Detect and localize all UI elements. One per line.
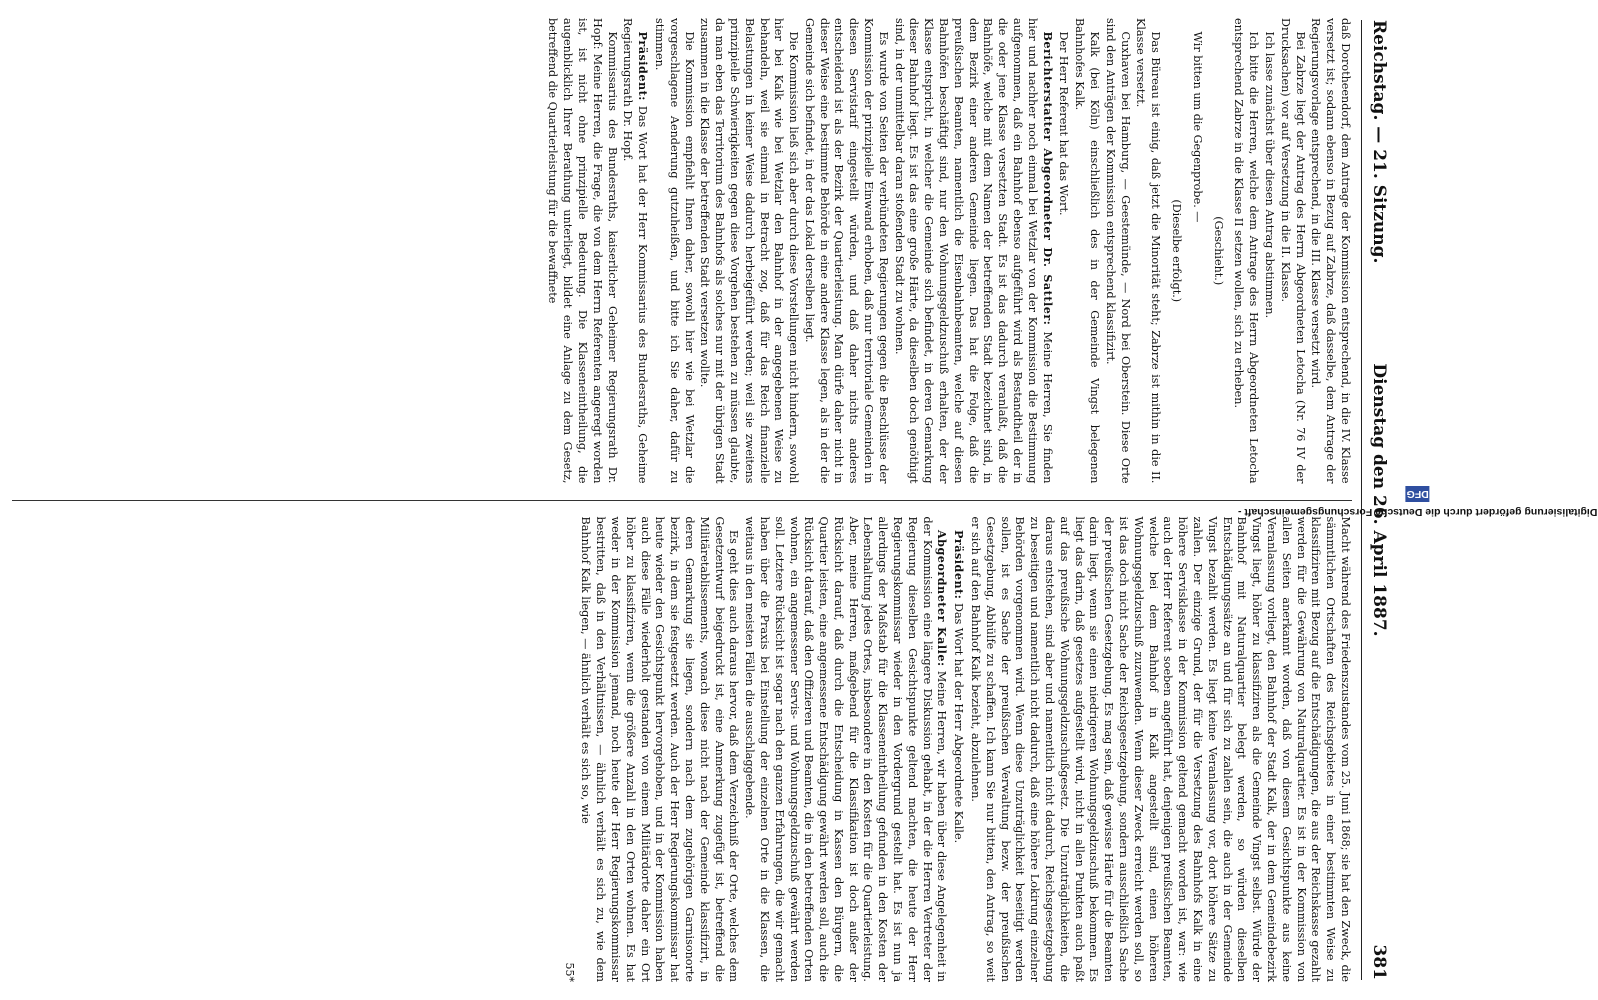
paragraph: Der Herr Referent hat das Wort.: [1057, 31, 1071, 216]
speech-text: Das Wort hat der Herr Abgeordnete Kalle.: [952, 602, 966, 844]
speaker-name: Präsident:: [952, 529, 967, 600]
column-divider: [12, 500, 1352, 501]
stage-direction: (Geschieht.): [1211, 216, 1225, 286]
speech-text: Das Wort hat der Herr Kommissarius des Bundesraths, Geheime Regierungsrath Dr. Hopf.: [621, 18, 650, 484]
speech-text: Meine Herren, wir haben über diese Angelegenheit in der Kommission eine längere Diskussion gehabt, in der die Herren Vertreter der Regierung dieselben Gesichtspunkte geltend machten, die heute der Herr Regierungskommissar wieder in den Vordergrund gestellt hat. Es ist nun ja allerdings der Maßstab für die Klasseneintheilung gefunden in den Kosten der Lebenshaltung jedes Ortes, insbesondere in den Kosten für die Quartierleistung. Aber, meine Herren, maßgebend für die Klassifikation ist doch außer der Rücksicht darauf, daß durch die Entscheidung in Kassen den Bürgern, die Quartier leisten, eine angemessene Entschädigung gewährt werden soll, auch die Rücksicht darauf, daß den Offizieren und Beamten, die in den betreffenden Orten wohnen, ein angemessener Servis- und Wohnungsgeldzuschuß gewährt werden soll. Letztere Rücksicht ist sogar nach den ganzen Erfahrungen, die wir gemacht haben über die Praxis bei Einstellung der einzelnen Orte in die Klassen, die weitaus in den meisten Fällen die ausschlaggebende.: [743, 516, 949, 983]
speaker-name: Berichterstatter Abgeordneter Dr. Sattler:: [1040, 31, 1055, 326]
paragraph: Das Büreau ist einig, daß jetzt die Minorität steht; Zabrze ist mithin in die II. Klasse versetzt.: [1134, 18, 1163, 484]
speech-text: Meine Herren, Sie finden hier und nachher noch einmal bei Wetzlar von der Kommission die Bestimmung aufgenommen, daß ein Bahnhof ebenso aufgeführt wird als Bestandtheil der in die oder jene Klasse versetzten Stadt. Es ist das dadurch veranlaßt, daß die Bahnhöfe, welche mit dem Namen der betreffenden Stadt bezeichnet sind, in dem Bezirk einer anderen Gemeinde liegen. Das hat die Folge, daß die preußischen Beamten, namentlich die Eisenbahnbeamten, welche auf diesen Bahnhöfen beschäftigt sind, nur den Wohnungsgeldzuschuß erhalten, der der Klasse entspricht, in welcher die Gemeinde sich befindet, in deren Gemarkung dieser Bahnhof liegt. Es ist das eine große Härte, da dieselben doch genöthigt sind, in der unmittelbar daran stoßenden Stadt zu wohnen.: [892, 18, 1054, 484]
right-column: [12, 517, 1352, 983]
paragraph: Wir bitten um die Gegenprobe. —: [1190, 31, 1204, 223]
signature-mark: 55*: [562, 962, 576, 982]
paragraph: Cuxhaven bei Hamburg, — Geestemünde, — Nord bei Oberstein. Diese Orte sind den Anträgen der Kommission entsprechend klassifizirt.: [1103, 18, 1132, 484]
header-date: Dienstag den 26. April 1887.: [1369, 363, 1389, 637]
paragraph: Kalk (bei Köln) einschließlich des in der Gemeinde Vingst belegenen Bahnhofes Kalk.: [1073, 18, 1102, 484]
stage-direction: (Dieselbe erfolgt.): [1170, 199, 1184, 303]
paragraph: Macht während des Friedenszustandes vom 25. Juni 1868; sie hat den Zweck, die sämmtlichen Ortschaften des Reichsgebietes in einer bestimmten Weise zu klassifiziren mit Bezug auf die Entschädigungen, die aus der Reichskasse gezahlt werden für die Gewährung von Naturalquartier. Es ist in der Kommission von allen Seiten anerkannt worden, daß von diesem Gesichtspunkte aus keine Veranlassung vorliegt, den Bahnhof der Stadt Kalk, der in dem Gemeindebezirk Vingst liegt, höher zu klassifiziren als die Gemeinde Vingst selbst. Würde der Bahnhof mit Naturalquartier belegt werden, so würden dieselben Entschädigungssätze an und für sich zu zahlen sein, die auch in der Gemeinde Vingst bezahlt werden. Es liegt keine Veranlassung vor, dort höhere Sätze zu zahlen. Der einzige Grund, der für die Versetzung des Bahnhofs Kalk in eine höhere Servisklasse in der Kommission geltend gemacht worden ist, war: wie auch der Herr Referent soeben angeführt hat, denjenigen preußischen Beamten, welche bei dem Bahnhof in Kalk angestellt sind, einen höheren Wohnungsgeldzuschuß zuzuwenden. Wenn dieser Zweck erreicht werden soll, so ist das doch nicht Sache der Reichsgesetzgebung, sondern ausschließlich Sache der preußischen Gesetzgebung. Es mag sein, daß gewisse Härte für die Beamten darin liegt, wenn sie einen niedrigeren Wohnungsgeldzuschuß bekommen. Es liegt das darin, daß gesetzes aufgestellt wird, nicht in allen Punkten auch paßt auf das preußische Wohnungsgeldzuschußgesetz. Die Unzuträglichkeiten, die daraus entstehen, sind aber und namentlich nicht dadurch, Reichsgesetzgebung zu beseitigen und namentlich nicht dadurch, daß eine höhere Lokirung einzelner Behörden vorgenommen wird. Wenn diese Unzuträglichkeit beseitigt werden sollen, ist es Sache der preußischen Verwaltung bezw. der preußischen Gesetzgebung, Abhülfe zu schaffen. Ich kann Sie nur bitten, den Antrag, so weit er sich auf den Bahnhof Kalk bezieht, abzulehnen.: [969, 516, 1352, 982]
paragraph: Kommissarius des Bundesraths, kaiserlicher Geheimer Regierungsrath Dr. Hopf: Meine Herren, die Frage, die von dem Herrn Referenten angeregt worden ist, ist nicht ohne prinzipielle Bedeutung. Die Klasseneintheilung, die augenblicklich Ihrer Berathung unterliegt, bildet eine Anlage zu dem Gesetz, betreffend die Quartierleistung für die bewaffnete: [546, 18, 619, 484]
speaker-name: Präsident:: [636, 31, 651, 101]
paragraph: daß Dorotheendorf, dem Antrage der Kommission entsprechend, in die IV. Klasse versetzt ist; sodann ebenso in Bezug auf Zabrze, daß dasselbe, dem Antrage der Regierungsvorlage entsprechend, in die III. Klasse versetzt wird.: [1309, 18, 1352, 484]
speech-paragraph: [741, 517, 949, 983]
paragraph: Es geht dies auch daraus hervor, daß dem Verzeichniß der Orte, welches dem Gesetzentwurf beigedruckt ist, eine Anmerkung zugefügt ist, betreffend die Militäretablissements, wonach diese nicht nach der Gemeinde klassifizirt, in deren Gemarkung sie liegen, sondern nach dem zugehörigen Garnisonorte bezirk, in dem sie festgesetzt werden. Auch der Herr Regierungskommissar hat heute wieder den Gesichtspunkt hervorgehoben, und in der Kommission haben auch diese Fälle wiederholt gestanden von einem Militärdorte daher ein Ort höher zu klassifiziren, wenn die größere Anzahl in den Orten wohnen. Es hat weder in der Kommission jemand, noch heute der Herr Regierungskommissar bestritten, daß in den Verhältnissen, — ähnlich verhält es sich zu, wie dem Bahnhof Kalk liegen, — ähnlich verhält es sich so, wie: [579, 516, 741, 982]
paragraph: Ich lasse zunächst über diesen Antrag abstimmen.: [1263, 31, 1277, 319]
header-page-number: 381: [1369, 944, 1389, 980]
speaker-name: Abgeordneter Kalle:: [935, 529, 950, 667]
dfg-logo: DFG: [1406, 488, 1430, 500]
paragraph: Es wurde von Seiten der verbündeten Regierungen gegen die Beschlüsse der Kommission der prinzipielle Einwand erhoben, daß nur territoriale Gemeinden in diesen Servistarif eingestellt würden, und daß daher nichts anderes entscheidend ist als der Bezirk der Quartierleistung. Man dürfe daher nicht in dieser Weise eine bestimmte Behörde in eine andere Klasse legen, als in der die Gemeinde sich befindet, in der das Lokal derselben liegt.: [802, 18, 890, 484]
text-columns: [12, 18, 1352, 982]
paragraph: Die Kommission ließ sich aber durch diese Vorstellungen nicht hindern, sowohl hier bei Kalk wie bei Wetzlar den Bahnhof in der angegebenen Weise zu behandeln, weil sie einmal in Betracht zog, daß für das Reich finanzielle Belastungen in keiner Weise dadurch herbeigeführt werden; weil sie zweitens prinzipielle Schwierigkeiten gegen diese Vorgehen bestehen zu müssen glaubte, da man eben das Territorium des Bahnhofs als solches nur mit der übrigen Stadt zusammen in die Klasse der betreffenden Stadt versetzen wollte.: [698, 18, 801, 484]
credit-text: Digitalisierung gefördert durch die Deutsche Forschungsgemeinschaft -: [1238, 506, 1598, 518]
header-session: Reichstag. — 21. Sitzung.: [1369, 20, 1389, 264]
speech-paragraph: [891, 18, 1055, 484]
paragraph: Die Kommission empfiehlt Ihnen daher, sowohl hier wie bei Wetzlar die vorgeschlagene Aenderung gutzuheißen, und bitte ich Sie daher, dafür zu stimmen.: [652, 18, 696, 484]
left-column: [12, 18, 1352, 484]
paragraph: Bei Zabrze liegt der Antrag des Herrn Abgeordneten Letocha (Nr. 76 IV der Drucksachen) vor auf Versetzung in die II. Klasse.: [1278, 18, 1307, 484]
speech-paragraph: [620, 18, 651, 484]
speech-paragraph: [950, 517, 966, 983]
paragraph: Ich bitte die Herren, welche dem Antrage des Herrn Abgeordneten Letocha entsprechend Zabrze in die Klasse II setzen wollen, sich zu erheben.: [1232, 18, 1261, 484]
